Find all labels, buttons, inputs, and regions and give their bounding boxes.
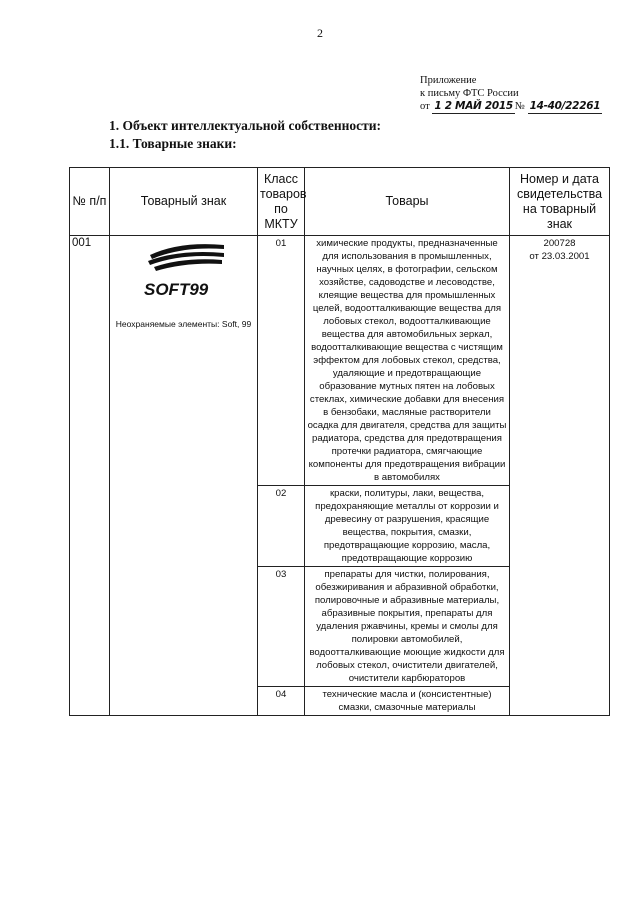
- appendix-block: [420, 74, 602, 114]
- logo-text: SOFT99: [143, 280, 208, 299]
- class-cell: 02: [258, 486, 305, 567]
- trademark-table: [69, 167, 610, 716]
- class-cell: 01: [258, 236, 305, 486]
- certificate-cell: [510, 236, 610, 716]
- class-cell: 04: [258, 687, 305, 716]
- soft99-logo-graphic: [140, 241, 228, 301]
- class-cell: 03: [258, 567, 305, 687]
- section-heading: 1. Объект интеллектуальной собственности:: [109, 118, 382, 133]
- appendix-date-line: [420, 100, 602, 114]
- handwritten-number: 14-40/22261: [529, 100, 601, 112]
- table-header-row: [70, 168, 610, 236]
- page-number: 2: [317, 26, 323, 40]
- number-label: №: [514, 101, 525, 112]
- goods-cell: препараты для чистки, полирования, обезжиривания и абразивной обработки, полировочные и абразивные материалы, абразивные покрытия, препараты для удаления ржавчины, кремы и смолы для полировки автомобилей, водоотталкивающие моющие жидкости для лобовых стекол, очистители двигателей, очистители карбюраторов: [305, 567, 510, 687]
- appendix-title: Приложение: [420, 75, 477, 86]
- goods-cell: краски, политуры, лаки, вещества, предохраняющие металлы от коррозии и древесину от разрушения, красящие вещества, покрытия, смазки, предотвращающие коррозию, масла, предотвращающие коррозию: [305, 486, 510, 567]
- goods-cell: технические масла и (консистентные) смазки, смазочные материалы: [305, 687, 510, 716]
- handwritten-date: 1 2 МАЙ 2015: [434, 100, 513, 112]
- subsection-heading: 1.1. Товарные знаки:: [109, 136, 237, 151]
- from-label: от: [420, 101, 430, 112]
- certificate-date: от 23.03.2001: [529, 251, 590, 262]
- header-class: Класс товаров по МКТУ: [258, 168, 305, 236]
- header-goods: Товары: [305, 168, 510, 236]
- trademark-cell: [110, 236, 258, 716]
- header-num: № п/п: [70, 168, 110, 236]
- row-number: 001: [70, 236, 110, 716]
- header-cert: Номер и дата свидетельства на товарный знак: [510, 168, 610, 236]
- header-mark: Товарный знак: [110, 168, 258, 236]
- soft99-logo: [140, 241, 228, 305]
- certificate-number: 200728: [543, 238, 576, 249]
- appendix-letter: к письму ФТС России: [420, 88, 519, 99]
- table-row: [70, 236, 610, 486]
- non-protected-elements: Неохраняемые элементы: Soft, 99: [115, 319, 252, 329]
- goods-cell: химические продукты, предназначенные для использования в промышленных, научных целях, в фотографии, сельском хозяйстве, садоводстве и лесоводстве, клеящие вещества для промышленных целей, водоотталкивающие вещества для лобовых стекол, водоотталкивающие вещества для автомобильных зеркал, водоотталкивающие вещества с чистящим эффектом для лобовых стекол, средства, удаляющие и предотвращающие образование мутных пятен на лобовых стеклах, химические добавки для внесения в бензобаки, масляные растворители осадка для двигателя, средства для защиты радиатора, средства для предотвращения протечки радиатора, смягчающие компоненты для предотвращения вибрации в автомобилях: [305, 236, 510, 486]
